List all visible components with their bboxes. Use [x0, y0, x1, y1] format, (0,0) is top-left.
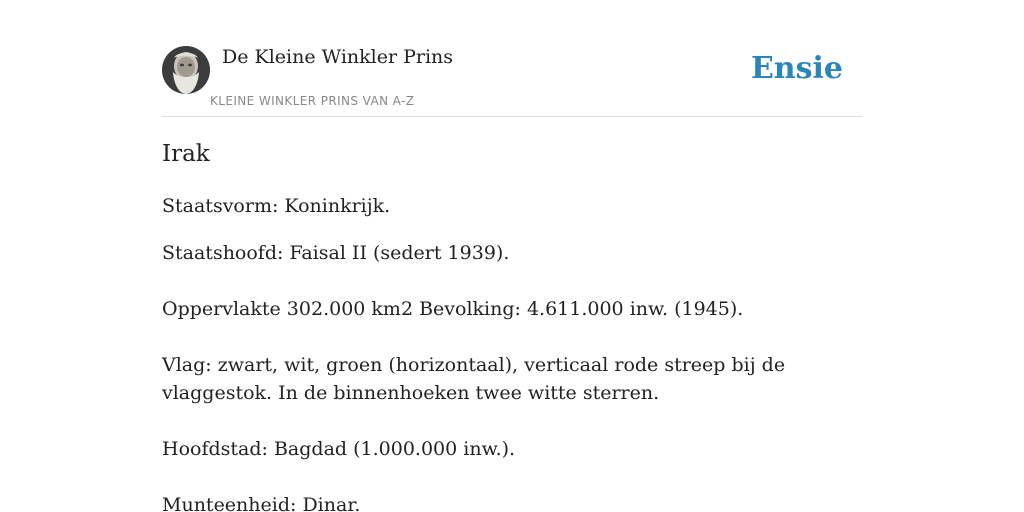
article-paragraph: Hoofdstad: Bagdad (1.000.000 inw.).: [162, 438, 516, 460]
source-title[interactable]: De Kleine Winkler Prins: [222, 46, 454, 68]
bearded-man-portrait-icon[interactable]: [162, 46, 210, 94]
article-paragraph: Staatshoofd: Faisal II (sedert 1939).: [162, 242, 510, 264]
source-subtitle[interactable]: KLEINE WINKLER PRINS VAN A-Z: [210, 94, 415, 108]
article-paragraph: Oppervlakte 302.000 km2 Bevolking: 4.611.000 inw. (1945).: [162, 298, 744, 320]
source-header: [162, 44, 862, 117]
article-title: Irak: [162, 141, 210, 167]
article-paragraph: Vlag: zwart, wit, groen (horizontaal), verticaal rode streep bij de vlaggestok. In de binnenhoeken twee witte sterren.: [162, 354, 786, 404]
article-paragraph: Munteenheid: Dinar.: [162, 494, 361, 512]
article-paragraph: Staatsvorm: Koninkrijk.: [162, 195, 391, 217]
article: [162, 138, 862, 512]
ensie-logo[interactable]: Ensie: [750, 51, 843, 86]
